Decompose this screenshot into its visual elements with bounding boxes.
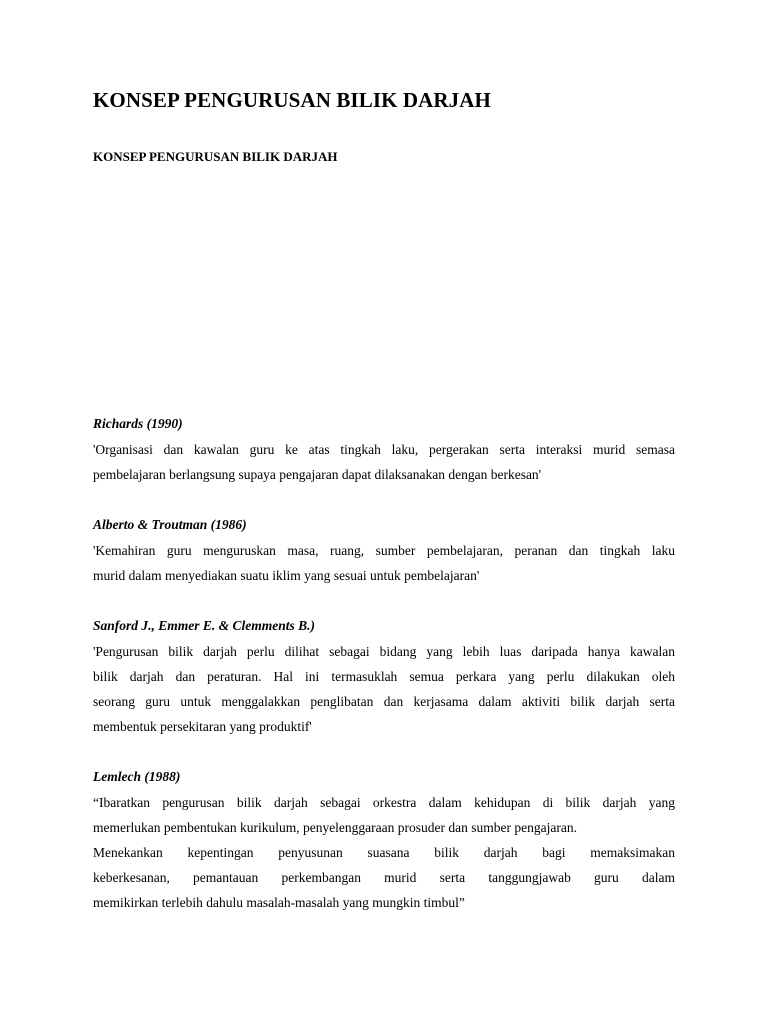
document-subtitle: KONSEP PENGURUSAN BILIK DARJAH bbox=[93, 149, 338, 164]
author-heading: Sanford J., Emmer E. & Clemments B.) bbox=[93, 618, 316, 633]
author-heading: Lemlech (1988) bbox=[93, 769, 181, 784]
quote-line: memikirkan terlebih dahulu masalah-masalah yang mungkin timbul” bbox=[93, 895, 465, 910]
author-heading: Alberto & Troutman (1986) bbox=[93, 517, 247, 532]
quote-line: 'Pengurusan bilik darjah perlu dilihat sebagai bidang yang lebih luas daripada hanya kawalan bbox=[93, 644, 675, 659]
quote-line: murid dalam menyediakan suatu iklim yang sesuai untuk pembelajaran' bbox=[93, 568, 480, 583]
quote-line: membentuk persekitaran yang produktif' bbox=[93, 719, 312, 734]
definition-quote bbox=[93, 790, 675, 915]
quote-line: “Ibaratkan pengurusan bilik darjah sebagai orkestra dalam kehidupan di bilik darjah yang bbox=[93, 795, 675, 810]
definition-section-alberto-troutman bbox=[93, 515, 675, 588]
definition-quote bbox=[93, 437, 675, 487]
quote-line: 'Organisasi dan kawalan guru ke atas tingkah laku, pergerakan serta interaksi murid semasa bbox=[93, 442, 675, 457]
document-title: KONSEP PENGURUSAN BILIK DARJAH bbox=[93, 88, 491, 112]
quote-line: memerlukan pembentukan kurikulum, penyelenggaraan prosuder dan sumber pengajaran. bbox=[93, 820, 577, 835]
definition-quote bbox=[93, 639, 675, 739]
quote-line: Menekankan kepentingan penyusunan suasana bilik darjah bagi memaksimakan bbox=[93, 845, 675, 860]
quote-line: pembelajaran berlangsung supaya pengajaran dapat dilaksanakan dengan berkesan' bbox=[93, 467, 542, 482]
definition-section-sanford-emmer-clemments bbox=[93, 616, 675, 739]
definition-quote bbox=[93, 538, 675, 588]
quote-line: seorang guru untuk menggalakkan penglibatan dan kerjasama dalam aktiviti bilik darjah serta bbox=[93, 694, 675, 709]
definition-section-lemlech bbox=[93, 767, 675, 915]
quote-line: 'Kemahiran guru menguruskan masa, ruang, sumber pembelajaran, peranan dan tingkah laku bbox=[93, 543, 675, 558]
quote-line: keberkesanan, pemantauan perkembangan murid serta tanggungjawab guru dalam bbox=[93, 870, 675, 885]
author-heading: Richards (1990) bbox=[93, 416, 183, 431]
definition-section-richards bbox=[93, 414, 675, 487]
quote-line: bilik darjah dan peraturan. Hal ini termasuklah semua perkara yang perlu dilakukan oleh bbox=[93, 669, 675, 684]
